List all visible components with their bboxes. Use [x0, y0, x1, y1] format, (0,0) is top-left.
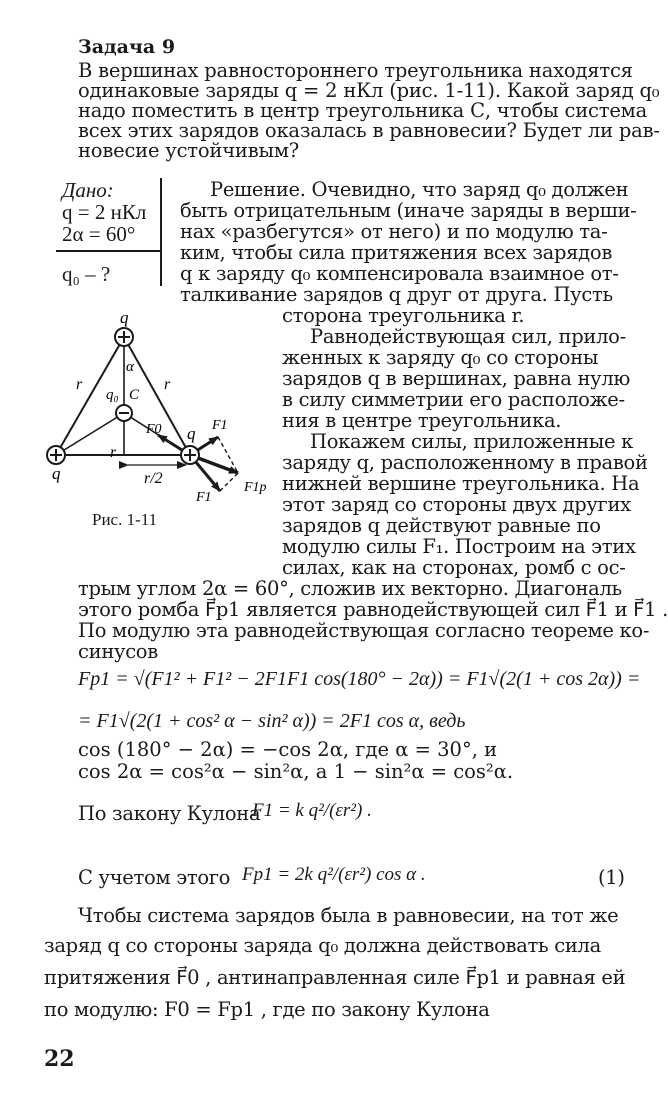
solution-right-line-10: этот заряд со стороны двух других	[282, 493, 631, 516]
label-q-right: q	[187, 424, 196, 443]
problem-line-2: одинаковые заряды q = 2 нКл (рис. 1-11). Какой заряд q₀	[78, 79, 660, 102]
charge-top	[115, 328, 133, 346]
figure-triangle	[40, 305, 276, 505]
coulomb-label: По закону Кулона	[78, 802, 261, 825]
label-r-median: r	[110, 444, 117, 461]
page-number: 22	[44, 1046, 75, 1072]
label-q-left: q	[52, 464, 61, 483]
given-q: q = 2 нКл	[62, 200, 147, 224]
problem-line-3: надо поместить в центр треугольника С, чтобы система	[78, 99, 648, 122]
coulomb-formula: F1 = k q²/(εr²) .	[252, 800, 372, 821]
solution-right-line-4: зарядов q в вершинах, равна нулю	[282, 367, 631, 390]
given-vertical-rule	[160, 178, 162, 286]
figure-caption: Рис. 1-11	[92, 510, 158, 529]
charge-right	[181, 446, 199, 464]
given-divider	[56, 250, 162, 252]
solution-right-line-9: нижней вершине треугольника. На	[282, 472, 640, 495]
solution-full-line-2: этого ромба F⃗p1 является равнодействующей сил F⃗1 и F⃗1 .	[78, 598, 668, 621]
triangle-outline	[56, 337, 190, 455]
solution-right-line-7: Покажем силы, приложенные к	[310, 430, 634, 453]
problem-title: Задача 9	[78, 36, 176, 58]
solution-right-line-13: силах, как на сторонах, ромб с ос-	[282, 556, 626, 579]
formula-1: Fp1 = √(F1² + F1² − 2F1F1 cos(180° − 2α)) = F1√(2(1 + cos 2α)) =	[78, 668, 641, 690]
label-F1p: F1p	[244, 480, 267, 495]
solution-line-3: нах «разбегутся» от него) и по модулю та-	[180, 220, 608, 243]
problem-line-4: всех этих зарядов оказалась в равновесии? Будет ли рав-	[78, 119, 660, 142]
rhombus-dash-2	[220, 473, 238, 491]
charge-center	[116, 405, 132, 421]
solution-line-6: талкивание зарядов q друг от друга. Пусть	[180, 283, 613, 306]
formula-3: cos (180° − 2α) = −cos 2α, где α = 30°, и	[78, 738, 498, 761]
solution-right-line-6: ния в центре треугольника.	[282, 409, 562, 432]
label-q0: q₀	[106, 387, 119, 403]
label-q-top: q	[120, 308, 129, 327]
solution-right-line-2: Равнодействующая сил, прило-	[310, 325, 626, 348]
problem-line-5: новесие устойчивым?	[78, 139, 300, 162]
given-find: q₀ – ?	[62, 262, 111, 286]
solution-full-line-1: трым углом 2α = 60°, сложив их векторно. Диагональ	[78, 577, 622, 600]
solution-full-line-4: синусов	[78, 640, 158, 663]
bottom-line-3: притяжения F⃗0 , антинаправленная силе F⃗p1 и равная ей	[44, 966, 626, 989]
label-C: C	[129, 387, 140, 403]
with-formula: Fp1 = 2k q²/(εr²) cos α .	[242, 864, 426, 885]
solution-right-line-8: заряду q, расположенному в правой	[282, 451, 648, 474]
label-F1-upper: F1	[212, 418, 228, 433]
solution-right-line-12: модулю силы F₁. Построим на этих	[282, 535, 636, 558]
with-label: С учетом этого	[78, 866, 231, 889]
solution-right-line-11: зарядов q действуют равные по	[282, 514, 601, 537]
formula-4: cos 2α = cos²α − sin²α, а 1 − sin²α = cos²α.	[78, 760, 514, 783]
solution-line-1: Решение. Очевидно, что заряд q₀ должен	[210, 178, 629, 201]
label-r-left: r	[76, 376, 83, 393]
label-F1-lower: F1	[196, 490, 212, 505]
label-r-half: r/2	[144, 470, 163, 487]
given-label: Дано:	[62, 178, 114, 202]
solution-line-2: быть отрицательным (иначе заряды в верши-	[180, 199, 637, 222]
bottom-line-1: Чтобы система зарядов была в равновесии, на тот же	[78, 904, 619, 927]
bottom-line-4: по модулю: F0 = Fp1 , где по закону Кулона	[44, 998, 490, 1021]
problem-line-1: В вершинах равностороннего треугольника находятся	[78, 59, 633, 82]
given-angle: 2α = 60°	[62, 222, 136, 246]
label-alpha: α	[126, 359, 134, 375]
bottom-line-2: заряд q со стороны заряда q₀ должна действовать сила	[44, 934, 601, 957]
solution-right-line-3: женных к заряду q₀ со стороны	[282, 346, 599, 369]
solution-line-5: q к заряду q₀ компенсировала взаимное от-	[180, 262, 619, 285]
formula-2: = F1√(2(1 + cos² α − sin² α)) = 2F1 cos α, ведь	[78, 710, 466, 732]
solution-full-line-3: По модулю эта равнодействующая согласно теореме ко-	[78, 619, 650, 642]
solution-line-4: ким, чтобы сила притяжения всех зарядов	[180, 241, 613, 264]
solution-right-line-5: в силу симметрии его расположе-	[282, 388, 625, 411]
charge-left	[47, 446, 65, 464]
label-r-right: r	[164, 376, 171, 393]
solution-right-line-1: сторона треугольника r.	[282, 304, 525, 327]
equation-number: (1)	[598, 866, 625, 889]
label-F0: F0	[146, 422, 162, 437]
